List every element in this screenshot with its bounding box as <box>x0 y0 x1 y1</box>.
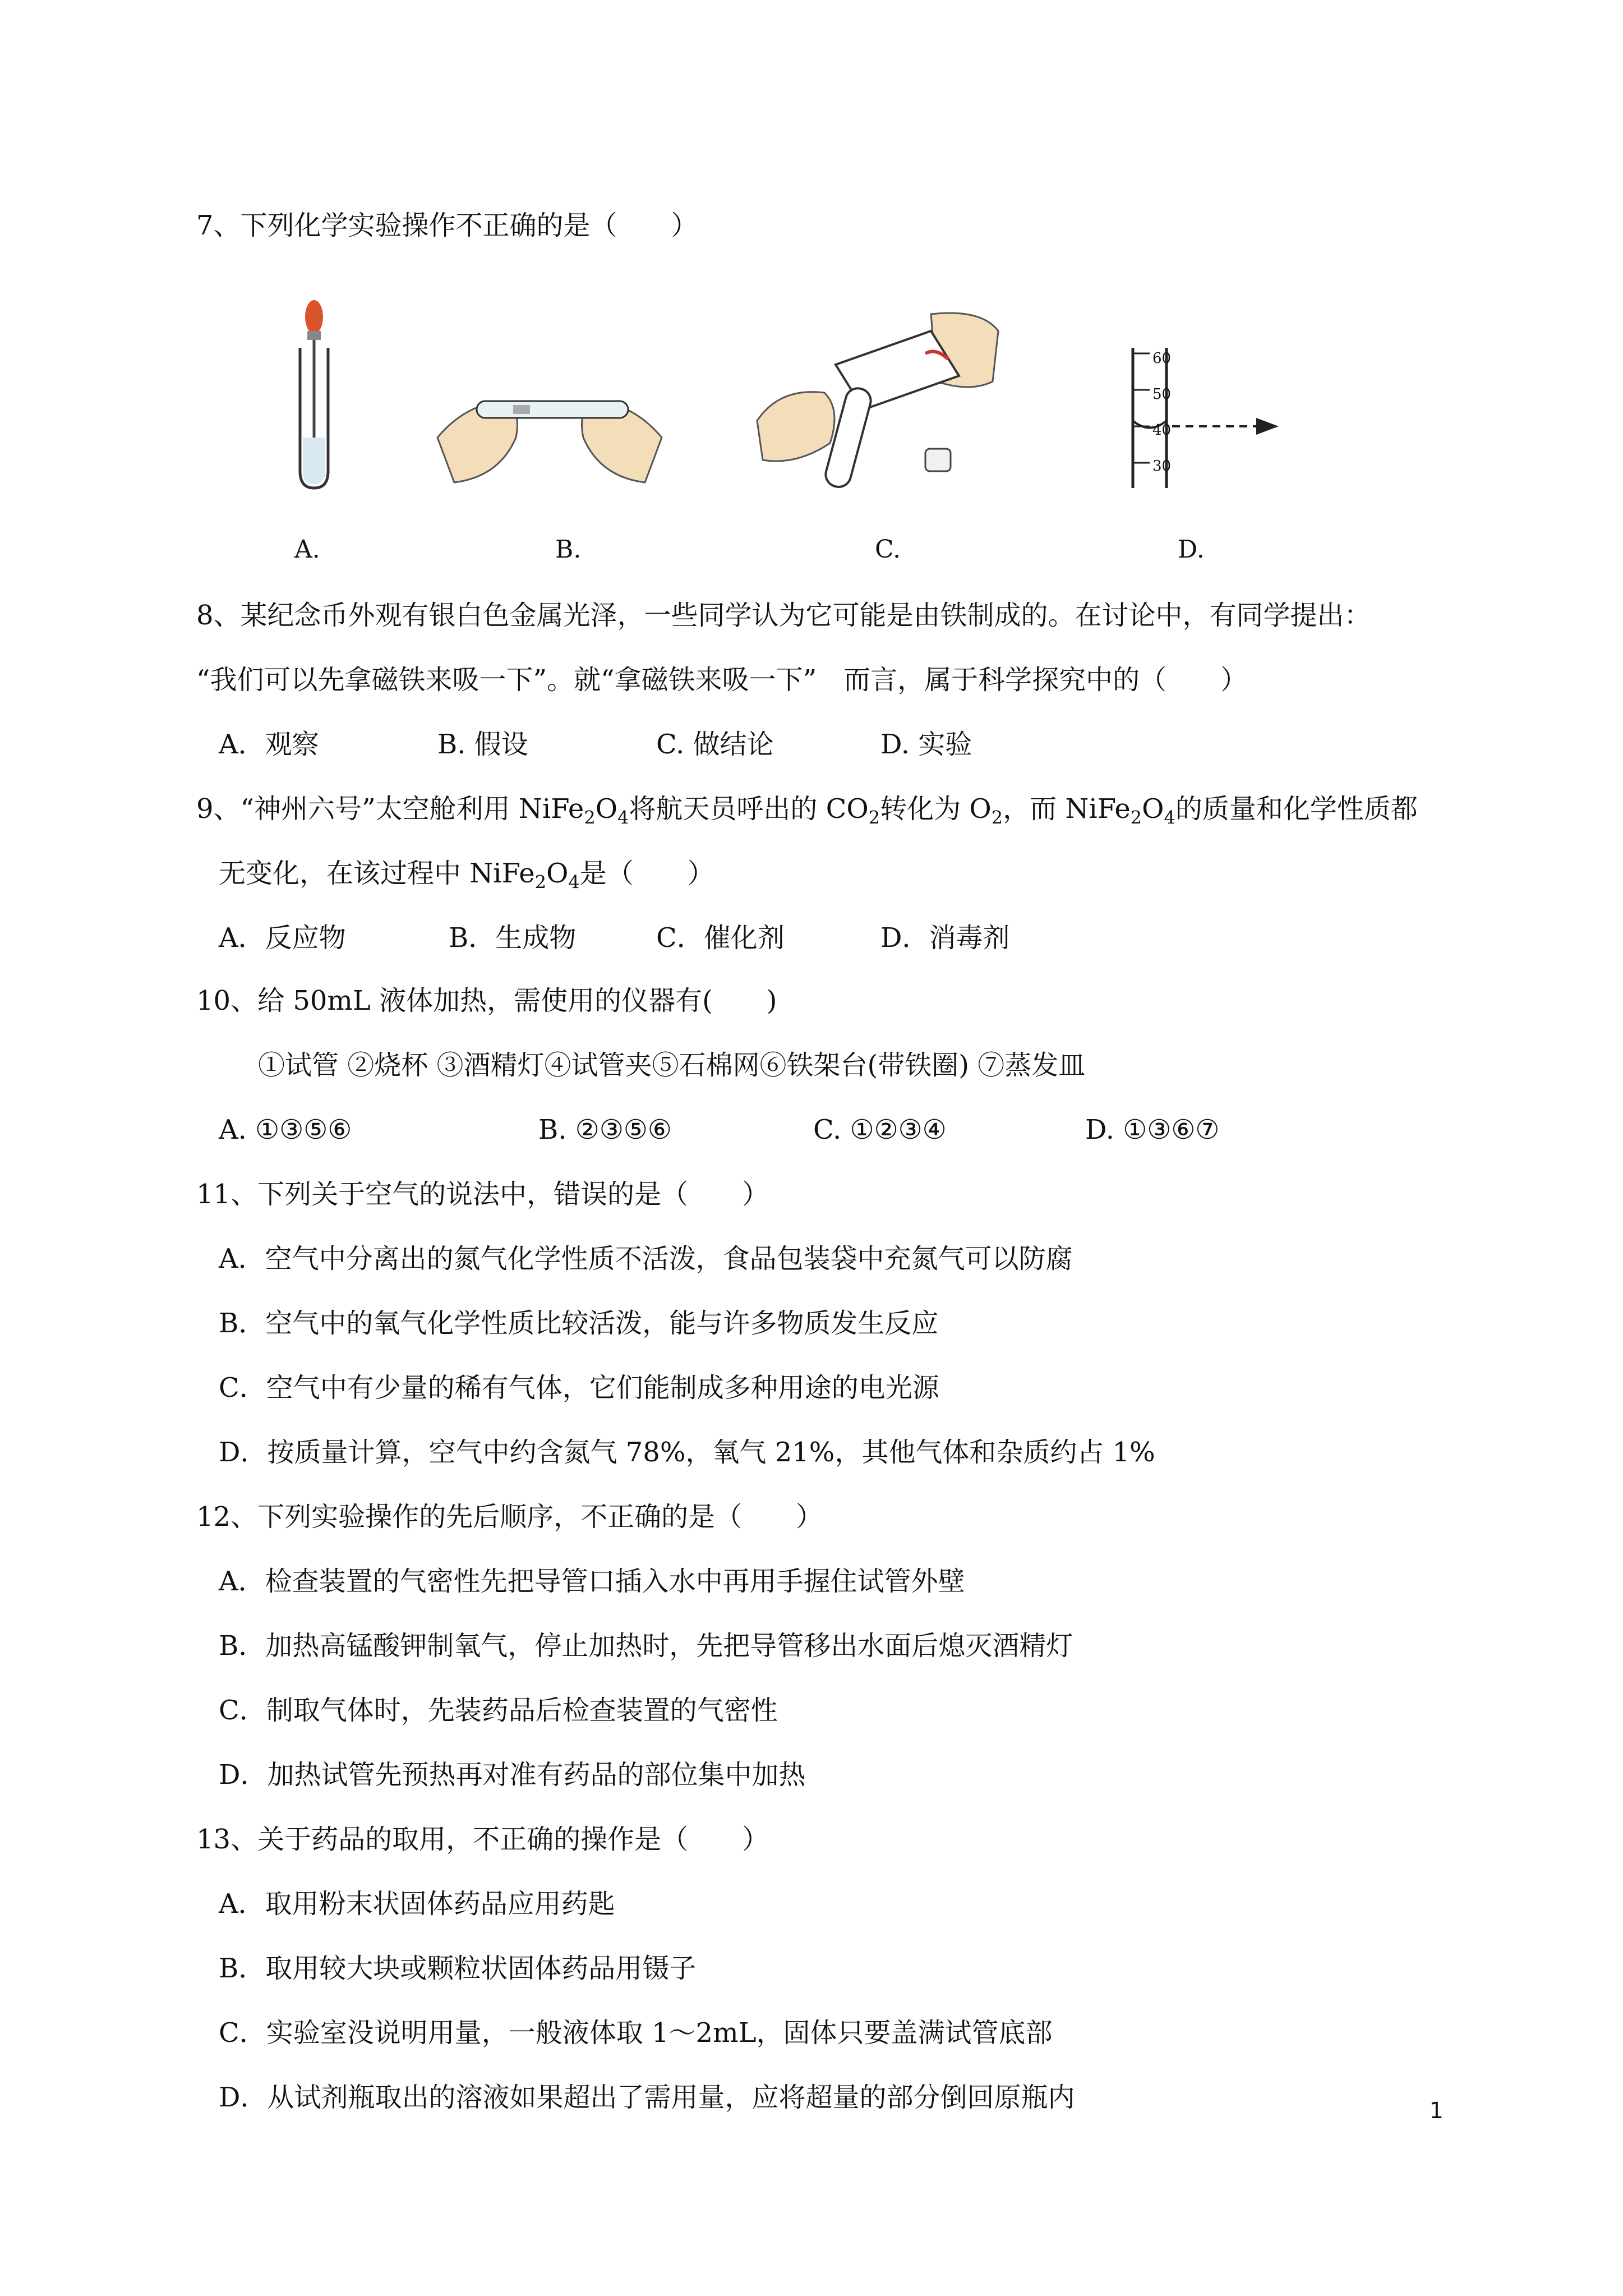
q10-option-b: B. ②③⑤⑥ <box>538 1114 672 1145</box>
figure-c-label: C. <box>875 535 901 564</box>
q8-option-b: B. 假设 <box>437 729 528 760</box>
q11-option-b: B．空气中的氧气化学性质比较活泼，能与许多物质发生反应 <box>219 1308 939 1339</box>
q12-option-d: D．加热试管先预热再对准有药品的部位集中加热 <box>219 1759 806 1791</box>
q9-line1: 9、“神州六号”太空舱利用 $NiFe_2O_4$将航天员呼出的 $CO_2$转化为 $O_2$，而 $NiFe_2O_4$的质量和化学性质都 <box>196 793 1418 829</box>
figure-a-dropper-in-tube <box>280 297 348 494</box>
q7-stem: 7、下列化学实验操作不正确的是（ ） <box>196 210 698 241</box>
q13-option-d: D．从试剂瓶取出的溶液如果超出了需用量，应将超量的部分倒回原瓶内 <box>219 2082 1075 2113</box>
q8-option-c: C. 做结论 <box>656 729 774 760</box>
page-number: 1 <box>1429 2098 1444 2124</box>
cylinder-tick-30: 30 <box>1152 458 1172 475</box>
q10-option-a: A. ①③⑤⑥ <box>219 1114 352 1145</box>
q8-option-a: A．观察 <box>219 729 319 760</box>
figure-b-hands-holding-tube <box>432 370 667 488</box>
q9-option-c: C．催化剂 <box>656 922 785 954</box>
q10-stem: 10、给 50mL 液体加热，需使用的仪器有( ) <box>196 985 777 1016</box>
figure-d-label: D. <box>1178 535 1205 564</box>
q9-option-b: B．生成物 <box>449 922 577 954</box>
q8-line1: 8、某纪念币外观有银白色金属光泽，一些同学认为它可能是由铁制成的。在讨论中，有同学提出： <box>196 600 1371 631</box>
q13-option-a: A．取用粉末状固体药品应用药匙 <box>219 1888 615 1920</box>
q8-line2: “我们可以先拿磁铁来吸一下”。就“拿磁铁来吸一下” 而言，属于科学探究中的（ ） <box>196 664 1248 696</box>
q13-option-b: B．取用较大块或颗粒状固体药品用镊子 <box>219 1953 697 1984</box>
q9-option-a: A．反应物 <box>219 922 346 954</box>
figure-c-pouring-liquid <box>746 297 1009 494</box>
q13-option-c: C．实验室没说明用量，一般液体取 1～2mL，固体只要盖满试管底部 <box>219 2017 1053 2049</box>
q12-option-c: C．制取气体时，先装药品后检查装置的气密性 <box>219 1695 778 1726</box>
cylinder-tick-40: 40 <box>1152 422 1172 439</box>
q12-stem: 12、下列实验操作的先后顺序，不正确的是（ ） <box>196 1501 823 1533</box>
figure-a-label: A. <box>294 535 320 564</box>
q11-option-c: C．空气中有少量的稀有气体，它们能制成多种用途的电光源 <box>219 1372 939 1404</box>
q9-option-d: D．消毒剂 <box>880 922 1010 954</box>
q8-option-d: D. 实验 <box>880 729 972 760</box>
q11-option-a: A．空气中分离出的氮气化学性质不活泼，食品包装袋中充氮气可以防腐 <box>219 1243 1073 1274</box>
q10-option-c: C. ①②③④ <box>813 1114 947 1145</box>
cylinder-tick-60: 60 <box>1152 350 1172 367</box>
q12-option-b: B．加热高锰酸钾制氧气，停止加热时，先把导管移出水面后熄灭酒精灯 <box>219 1630 1073 1662</box>
figure-b-label: B. <box>555 535 582 564</box>
q11-stem: 11、下列关于空气的说法中，错误的是（ ） <box>196 1179 769 1210</box>
figure-d-graduated-cylinder <box>1116 342 1301 494</box>
cylinder-tick-50: 50 <box>1152 386 1172 403</box>
q11-option-d: D．按质量计算，空气中约含氮气 78%，氧气 21%，其他气体和杂质约占 1% <box>219 1437 1155 1468</box>
q13-stem: 13、关于药品的取用，不正确的操作是（ ） <box>196 1824 769 1855</box>
q12-option-a: A．检查装置的气密性先把导管口插入水中再用手握住试管外壁 <box>219 1566 965 1597</box>
q10-items: ①试管 ②烧杯 ③酒精灯④试管夹⑤石棉网⑥铁架台(带铁圈) ⑦蒸发皿 <box>258 1050 1086 1081</box>
q10-option-d: D. ①③⑥⑦ <box>1085 1114 1220 1145</box>
q9-line2: 无变化，在该过程中 $NiFe_2O_4$是（ ） <box>219 858 714 893</box>
